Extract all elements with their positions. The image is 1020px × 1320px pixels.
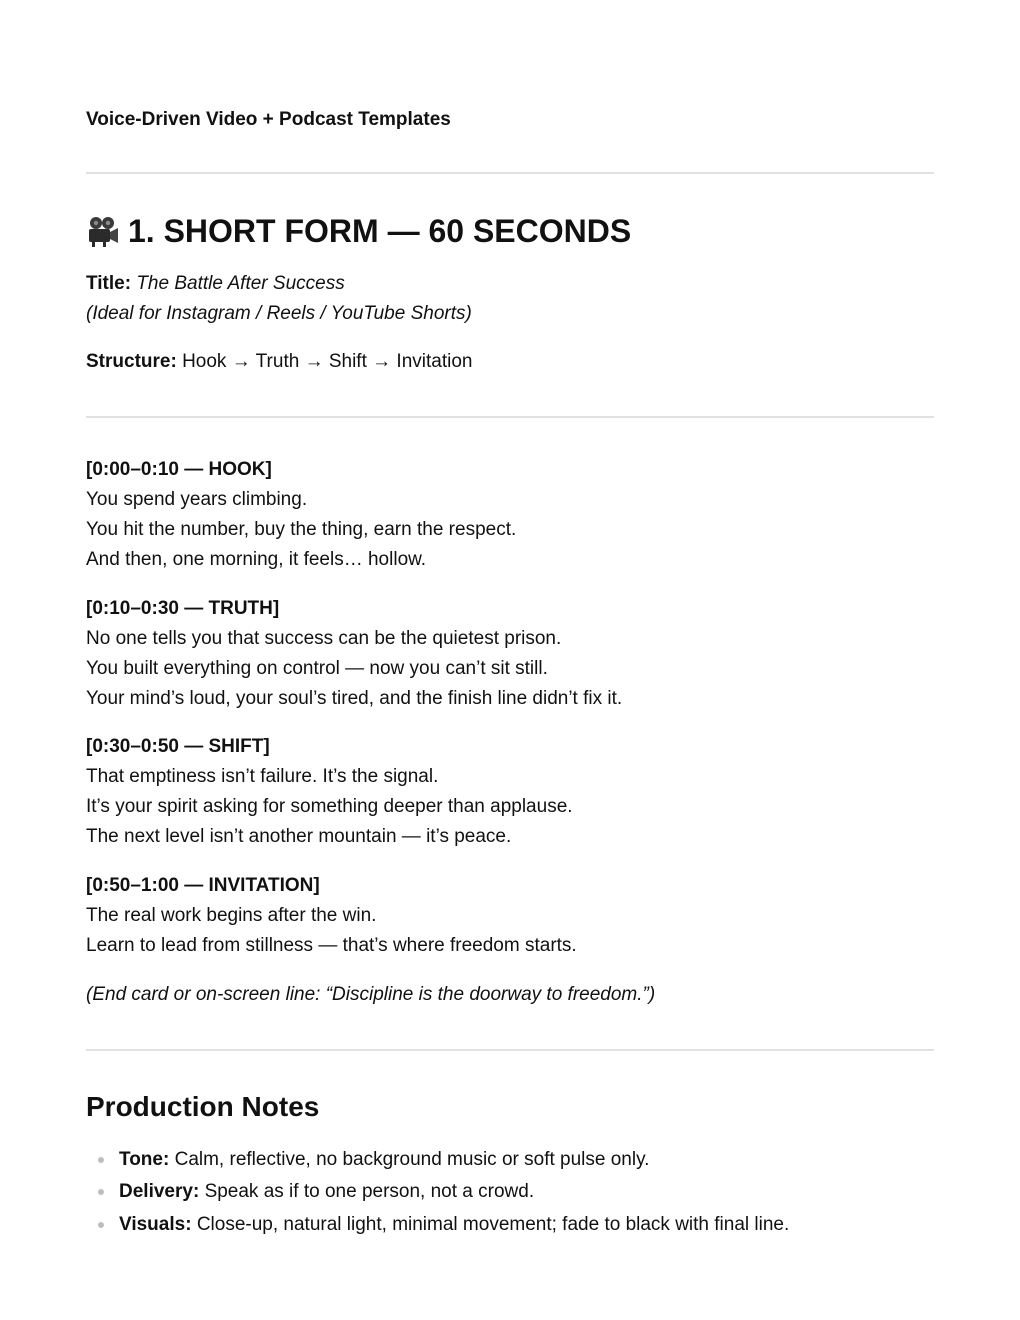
script-line: It’s your spirit asking for something deeper than applause.	[86, 796, 573, 817]
segment-label: [0:10–0:30 — TRUTH]	[86, 598, 280, 619]
bullet-icon	[98, 1189, 104, 1195]
structure-value: Hook → Truth → Shift → Invitation	[182, 351, 473, 372]
note-text: Calm, reflective, no background music or soft pulse only.	[174, 1149, 650, 1170]
bullet-icon	[98, 1222, 104, 1228]
note-text: Close-up, natural light, minimal movement; fade to black with final line.	[196, 1214, 790, 1235]
divider	[86, 1049, 934, 1051]
note-label: Visuals:	[119, 1214, 192, 1235]
title-line	[86, 272, 345, 296]
segment-label: [0:00–0:10 — HOOK]	[86, 459, 272, 480]
title-value: The Battle After Success	[136, 273, 345, 294]
note-label: Tone:	[119, 1149, 170, 1170]
script-line: The real work begins after the win.	[86, 905, 377, 926]
script-line: Learn to lead from stillness — that’s where freedom starts.	[86, 935, 577, 956]
title-label: Title:	[86, 273, 132, 294]
document-title: Voice-Driven Video + Podcast Templates	[86, 109, 451, 130]
divider	[86, 172, 934, 174]
note-text: Speak as if to one person, not a crowd.	[204, 1181, 535, 1202]
script-line: Your mind’s loud, your soul’s tired, and the finish line didn’t fix it.	[86, 688, 623, 709]
script-line: You built everything on control — now you can’t sit still.	[86, 658, 548, 679]
list-item	[98, 1148, 649, 1172]
script-line: And then, one morning, it feels… hollow.	[86, 549, 427, 570]
structure-line	[86, 350, 472, 374]
note-label: Delivery:	[119, 1181, 200, 1202]
divider	[86, 416, 934, 418]
structure-label: Structure:	[86, 351, 177, 372]
section-heading	[86, 210, 631, 252]
script-line: The next level isn’t another mountain — it’s peace.	[86, 826, 512, 847]
list-item	[98, 1213, 789, 1237]
movie-camera-icon	[86, 214, 120, 248]
script-line: You spend years climbing.	[86, 489, 308, 510]
production-notes-heading: Production Notes	[86, 1091, 320, 1122]
bullet-icon	[98, 1157, 104, 1163]
segment-label: [0:50–1:00 — INVITATION]	[86, 875, 320, 896]
script-line: You hit the number, buy the thing, earn the respect.	[86, 519, 517, 540]
ideal-for-line: (Ideal for Instagram / Reels / YouTube Shorts)	[86, 303, 472, 324]
section-heading-text: 1. SHORT FORM — 60 SECONDS	[128, 213, 632, 249]
end-card-note: (End card or on-screen line: “Discipline is the doorway to freedom.”)	[86, 984, 656, 1005]
script-line: No one tells you that success can be the quietest prison.	[86, 628, 562, 649]
script-line: That emptiness isn’t failure. It’s the signal.	[86, 766, 439, 787]
list-item	[98, 1180, 534, 1204]
segment-label: [0:30–0:50 — SHIFT]	[86, 736, 270, 757]
